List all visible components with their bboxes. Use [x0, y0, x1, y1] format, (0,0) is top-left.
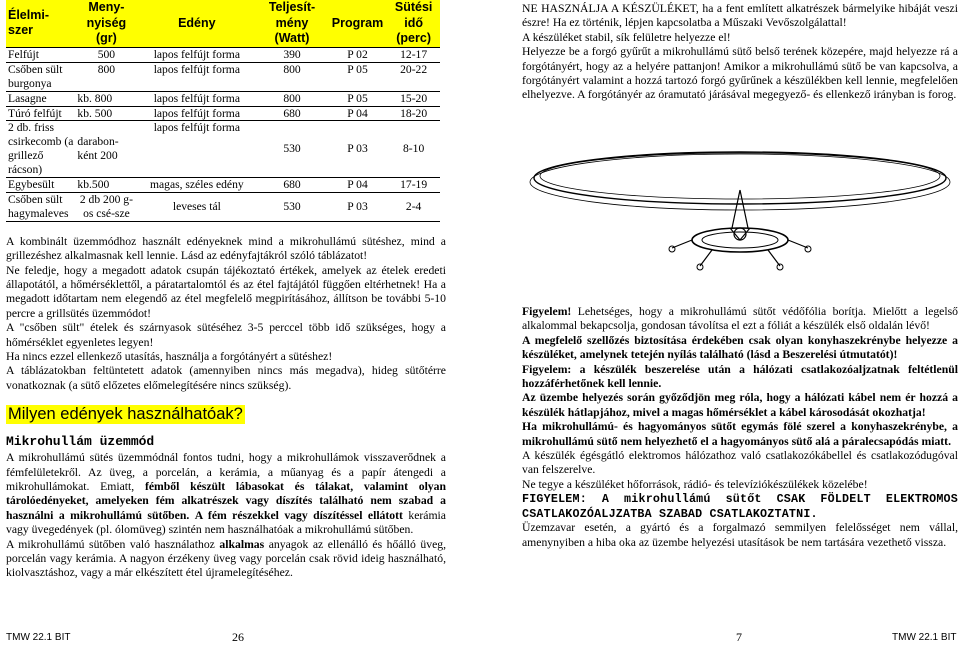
bold-note: Ha mikrohullámú- és hagyományos sütőt egymás fölé szerel a konyhaszekrénybe, a mikrohullámú sütő nem helyezhető el a hagyományos sütő alá a páralecsapódás miatt. — [522, 420, 958, 448]
paragraph — [522, 305, 958, 334]
table-row — [6, 47, 440, 62]
text-run: A mikrohullámú sütés üzemmódnál fontos tudni, hogy a mikrohullámok visszaverődnek a fémfelületekről. Az üveg, a porcelán, a kerámia, a műanyag és a papír átengedi a mikrohullámokat. Emiatt, — [6, 451, 446, 494]
bold-note: Az üzembe helyezés során győződjön meg róla, hogy a hálózati kábel nem ér hozzá a készülék hátlapjához, mivel a magas hőmérséklet a kábel károsodását okozhatja! — [522, 391, 958, 419]
cell-program: P 02 — [328, 47, 388, 62]
left-page — [6, 0, 446, 581]
paragraph: A készüléket stabil, sík felületre helyezze el! — [522, 30, 731, 44]
cell-quantity: 500 — [75, 47, 137, 62]
footer-left-page-number: 26 — [232, 630, 244, 644]
cell-quantity: 800 — [75, 62, 137, 91]
cell-food: Felfújt — [6, 47, 75, 62]
cell-dish: lapos felfújt forma — [137, 62, 256, 91]
cell-food: Lasagne — [6, 91, 75, 106]
header-program: Program — [328, 0, 388, 47]
table-row — [6, 121, 440, 178]
header-food: Élelmi-szer — [6, 0, 75, 47]
paragraph — [6, 451, 446, 537]
header-dish: Edény — [137, 0, 256, 47]
footer-left-model: TMW 22.1 BIT — [6, 632, 71, 643]
paragraph: Üzemzavar esetén, a gyártó és a forgalmazó semmilyen felelősséget nem vállal, amenynyiben a hiba oka az üzembe helyezési utasítások be nem tartására vezethető vissza. — [522, 521, 958, 549]
bold-note: Figyelem: a készülék beszerelése után a hálózati csatlakozóaljzatnak feltétlenül hozzáférhetőnek kell lennie. — [522, 362, 958, 391]
cell-quantity: kb. 500 — [75, 106, 137, 121]
cell-power: 530 — [256, 192, 327, 221]
cell-program: P 03 — [328, 121, 388, 178]
text-run-bold: alkalmas — [219, 537, 265, 551]
cell-time: 2-4 — [387, 192, 440, 221]
header-quantity: Meny-nyiség (gr) — [75, 0, 137, 47]
cell-dish: magas, széles edény — [137, 178, 256, 193]
paragraph: NE HASZNÁLJA A KÉSZÜLÉKET, ha a fent említett alkatrészek bármelyike hibáját veszi észre! Ha ez történik, lépjen kapcsolatba a Műszaki Vevőszolgálattal! — [522, 2, 958, 30]
cell-quantity: 2 db 200 g-os csé-sze — [75, 192, 137, 221]
cell-food: 2 db. friss csirkecomb (a grillező rácson) — [6, 121, 75, 178]
warning-label: Figyelem! — [522, 305, 572, 318]
cell-time: 15-20 — [387, 91, 440, 106]
header-power: Teljesít-mény (Watt) — [256, 0, 327, 47]
table-row — [6, 106, 440, 121]
table-header-row — [6, 0, 440, 47]
paragraph: Helyezze be a forgó gyűrűt a mikrohullámú sütő belső terének közepére, majd helyezze rá a forgótányért, hogy az a helyére pattanjon! Amikor a mikrohullámú sütő be van kapcsolva, a forgótányért valamint a hozzá tartozó forgó gyűrűnek a készülékben kell lennie, megfelelően elhelyezve. A forgótányér az óramutató járásával megegyező- és ellenkező irányban is forog. — [522, 45, 958, 102]
cell-quantity: darabon-ként 200 — [75, 121, 137, 178]
paragraph: A kombinált üzemmódhoz használt edényeknek mind a mikrohullámú sütéshez, mind a grillezéshez alkalmasnak kell lennie. Lásd az edényfajtákról szóló táblázatot! — [6, 234, 446, 263]
cell-dish: lapos felfújt forma — [137, 91, 256, 106]
microwave-text — [6, 451, 446, 581]
paragraph: Ne tegye a készüléket hőforrások, rádió- és televíziókészülékek közelébe! — [522, 477, 868, 491]
cell-food: Csőben sült hagymaleves — [6, 192, 75, 221]
cell-program: P 05 — [328, 62, 388, 91]
paragraph: Ha nincs ezzel ellenkező utasítás, használja a forgótányért a sütéshez! — [6, 350, 333, 363]
text-run: Lehetséges, hogy a mikrohullámú sütőt védőfólia borítja. Mielőtt a legelső alkalommal bekapcsolja, gondosan távolítsa el ezt a fóliát a készülék első oldalán lévő! — [522, 305, 958, 333]
cell-time: 12-17 — [387, 47, 440, 62]
text-run: A mikrohullámú sütőben való használathoz — [6, 537, 215, 551]
cell-time: 17-19 — [387, 178, 440, 193]
cell-food: Túró felfújt — [6, 106, 75, 121]
cell-power: 680 — [256, 178, 327, 193]
cell-dish: lapos felfújt forma — [137, 106, 256, 121]
cell-quantity: kb.500 — [75, 178, 137, 193]
cell-power: 530 — [256, 121, 327, 178]
cell-program: P 03 — [328, 192, 388, 221]
cell-food: Csőben sült burgonya — [6, 62, 75, 91]
cell-power: 800 — [256, 91, 327, 106]
cell-time: 20-22 — [387, 62, 440, 91]
grounding-warning: FIGYELEM: A mikrohullámú sütőt CSAK FÖLDELT ELEKTROMOS CSATLAKOZÓALJZATBA SZABAD CSATLAKOZTATNI. — [522, 492, 958, 521]
heading-dishes: Milyen edények használhatóak? — [8, 405, 243, 424]
notes-block — [6, 235, 446, 393]
turntable-ring-illustration — [522, 128, 958, 318]
text-run-bold: A fém részekkel vagy díszítéssel ellátott — [194, 508, 403, 522]
cell-quantity: kb. 800 — [75, 91, 137, 106]
cell-program: P 04 — [328, 106, 388, 121]
header-time: Sütési idő (perc) — [387, 0, 440, 47]
heading-microwave-mode: Mikrohullám üzemmód — [6, 434, 155, 450]
paragraph — [6, 538, 446, 581]
footer-right-page-number: 7 — [736, 630, 742, 644]
table-row — [6, 62, 440, 91]
cell-dish: leveses tál — [137, 192, 256, 221]
paragraph: A "csőben sült" ételek és szárnyasok sütéséhez 3-5 perccel több idő szükséges, hogy a hőmérséklet egyenletes legyen! — [6, 321, 446, 349]
cell-dish: lapos felfújt forma — [137, 121, 256, 178]
cell-power: 390 — [256, 47, 327, 62]
right-page — [522, 0, 958, 103]
paragraph: A készülék égésgátló elektromos hálózathoz való csatlakozókábellel és csatlakozódugóval van felszerelve. — [522, 449, 958, 477]
paragraph: A táblázatokban feltüntetett adatok (amennyiben nincs más megadva), hideg sütőtérre vonatkoznak (a sütő előzetes előmelegítésére nincs szükség). — [6, 364, 446, 392]
text-run-bold: fémből készült lábasokat és tálakat, valamint olyan tárolóedényeket, amelyeken fém alkatrészek vagy díszítés található nem szabad a használni a mikrohullámú sütőben. — [6, 480, 446, 522]
cooking-table — [6, 0, 440, 222]
cell-power: 680 — [256, 106, 327, 121]
paragraph: Ne feledje, hogy a megadott adatok csupán tájékoztató értékek, amelyek az ételek eredeti állapotától, a hőmérséklettől, a páratartalomtól és az étel fajtájától függően eltérhetnek! Ha a megadott időtartam nem elegendő az étel megfelelő megpirításához, állítson be további 5-10 percre a grillsütés üzemmódot! — [6, 263, 446, 320]
cell-dish: lapos felfújt forma — [137, 47, 256, 62]
cell-program: P 05 — [328, 91, 388, 106]
cell-program: P 04 — [328, 178, 388, 193]
cell-power: 800 — [256, 62, 327, 91]
text-run: anyagok az ellenálló és hőálló üveg, porcelán vagy kerámia. A nagyon érzékeny üveg vagy porcelán csak rövid ideig használható, kiolvasztáshoz, vagy a már elkészített étel újramelegítéséhez. — [6, 537, 447, 580]
install-text — [522, 2, 958, 103]
table-row — [6, 91, 440, 106]
cell-time: 18-20 — [387, 106, 440, 121]
cell-time: 8-10 — [387, 121, 440, 178]
footer-right-model: TMW 22.1 BIT — [892, 632, 957, 643]
text-run: kerámia vagy üvegedények (pl. ólomüveg) szintén nem használhatóak a mikrohullámú sütőben. — [6, 508, 446, 537]
bold-note: A megfelelő szellőzés biztosítása érdekében csak olyan konyhaszekrénybe helyezze a készüléket, amelynek tetején nyílás található (lásd a Beszerelési útmutatót)! — [522, 333, 958, 362]
table-row — [6, 178, 440, 193]
cell-food: Egybesült — [6, 178, 75, 193]
table-row — [6, 192, 440, 221]
warnings-block — [522, 305, 958, 550]
